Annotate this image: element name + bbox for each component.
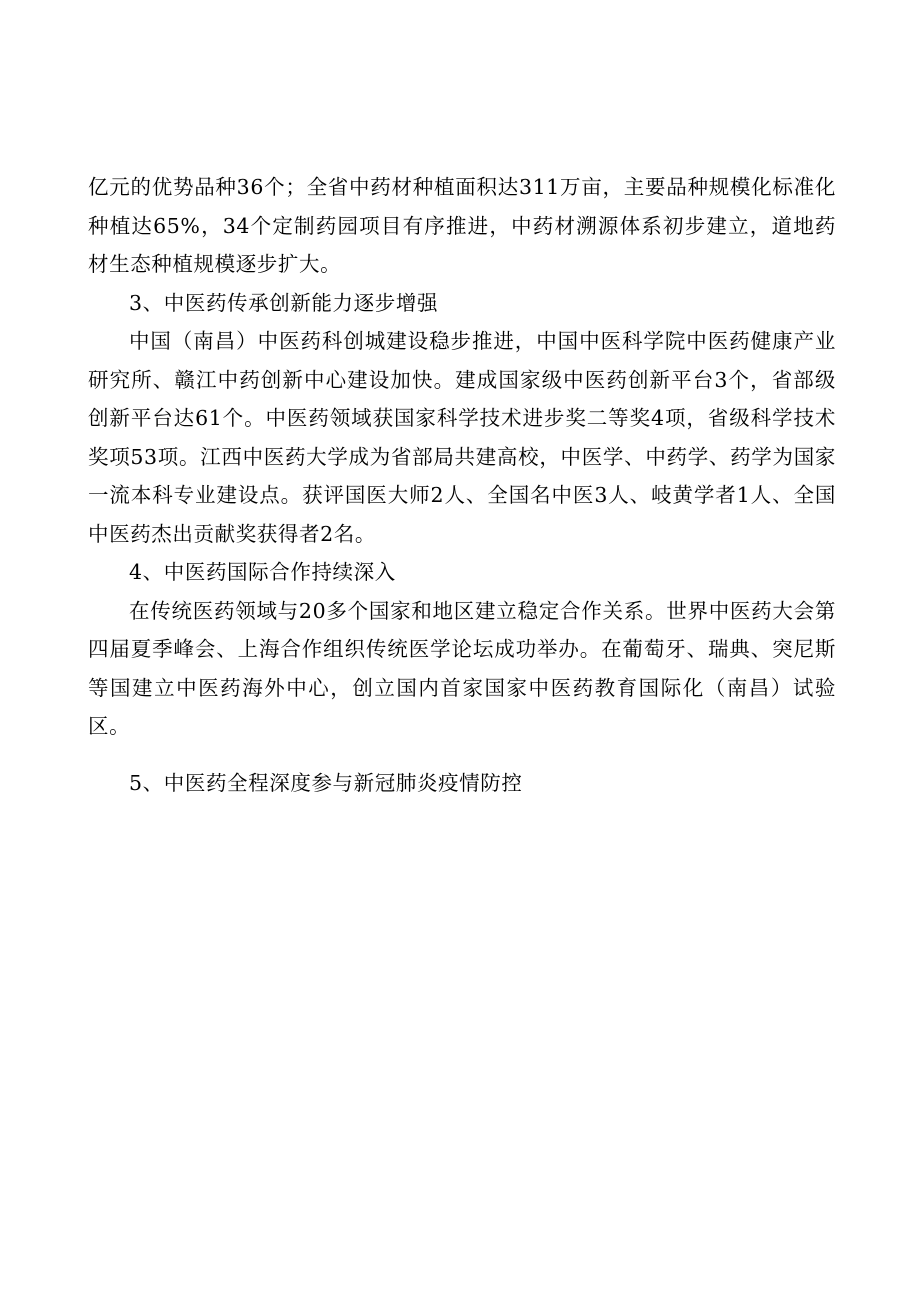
body-paragraph-innovation: 中国（南昌）中医药科创城建设稳步推进，中国中医科学院中医药健康产业研究所、赣江中药创新中心建设加快。建成国家级中医药创新平台3个，省部级创新平台达61个。中医药领域获国家科学技术进步奖二等奖4项，省级科学技术奖项53项。江西中医药大学成为省部局共建高校，中医学、中药学、药学为国家一流本科专业建设点。获评国医大师2人、全国名中医3人、岐黄学者1人、全国中医药杰出贡献奖获得者2名。 <box>88 329 836 546</box>
section-heading-3: 3、中医药传承创新能力逐步增强 <box>129 290 439 315</box>
body-paragraph-continuation: 亿元的优势品种36个；全省中药材种植面积达311万亩，主要品种规模化标准化种植达65%，34个定制药园项目有序推进，中药材溯源体系初步建立，道地药材生态种植规模逐步扩大。 <box>88 175 836 276</box>
section-heading-4: 4、中医药国际合作持续深入 <box>129 560 396 584</box>
body-paragraph-international: 在传统医药领域与20多个国家和地区建立稳定合作关系。世界中医药大会第四届夏季峰会、上海合作组织传统医学论坛成功举办。在葡萄牙、瑞典、突尼斯等国建立中医药海外中心，创立国内首家国家中医药教育国际化（南昌）试验区。 <box>88 598 836 738</box>
section-heading-5: 5、中医药全程深度参与新冠肺炎疫情防控 <box>129 770 523 795</box>
document-page <box>88 168 836 802</box>
